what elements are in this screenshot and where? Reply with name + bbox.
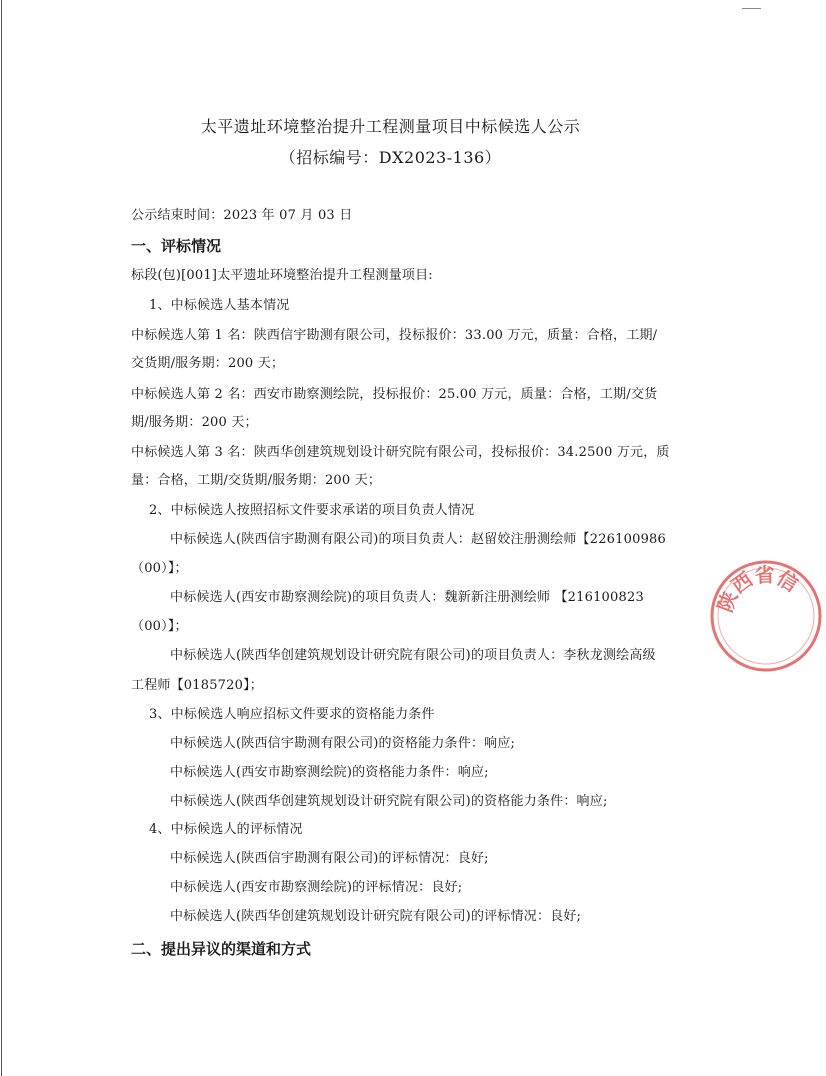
section-heading-objection: 二、提出异议的渠道和方式 [131,940,312,958]
qualification-2: 中标候选人(西安市勘察测绘院)的资格能力条件：响应; [170,765,489,780]
evaluation-3: 中标候选人(陕西华创建筑规划设计研究院有限公司)的评标情况：良好; [170,909,582,924]
subheading-evaluation-result: 4、中标候选人的评标情况 [149,822,303,837]
project-manager-1-line2: （00）】； [131,561,188,576]
candidate-3-line2: 量：合格，工期/交货期/服务期：200 天； [131,473,382,488]
qualification-1: 中标候选人(陕西信宇勘测有限公司)的资格能力条件：响应; [170,736,516,751]
red-seal-stamp [706,556,826,676]
project-manager-2-line2: （00）】； [131,619,188,634]
section-heading-evaluation: 一、评标情况 [131,237,222,255]
stamp-arc-text: 陕西省信 [712,562,803,616]
project-manager-2-line1: 中标候选人(西安市勘察测绘院)的项目负责人：魏新新注册测绘师 【216100823 [170,590,644,605]
candidate-2-line2: 期/服务期：200 天； [131,415,258,430]
candidate-2-line1: 中标候选人第 2 名：西安市勘察测绘院，投标报价：25.00 万元，质量：合格，工期/交货 [131,387,658,402]
evaluation-1: 中标候选人(陕西信宇勘测有限公司)的评标情况：良好; [170,851,489,866]
document-title: 太平遗址环境整治提升工程测量项目中标候选人公示 [200,117,581,136]
evaluation-2: 中标候选人(西安市勘察测绘院)的评标情况：良好; [170,880,463,895]
qualification-3: 中标候选人(陕西华创建筑规划设计研究院有限公司)的资格能力条件：响应; [170,794,608,809]
candidate-1-line2: 交货期/服务期：200 天； [131,356,285,371]
project-manager-3-line2: 工程师【0185720】； [131,678,263,693]
project-manager-3-line1: 中标候选人(陕西华创建筑规划设计研究院有限公司)的项目负责人：李秋龙测绘高级 [170,648,656,663]
candidate-1-line1: 中标候选人第 1 名：陕西信宇勘测有限公司，投标报价：33.00 万元，质量：合格，工期/ [131,328,658,343]
candidate-3-line1: 中标候选人第 3 名：陕西华创建筑规划设计研究院有限公司，投标报价：34.2500 万元，质 [131,445,670,460]
subheading-basic-info: 1、中标候选人基本情况 [149,298,290,313]
subheading-qualification: 3、中标候选人响应招标文件要求的资格能力条件 [149,707,435,722]
project-manager-1-line1: 中标候选人(陕西信宇勘测有限公司)的项目负责人：赵留姣注册测绘师【226100986 [170,532,666,547]
subheading-project-manager: 2、中标候选人按照招标文件要求承诺的项目负责人情况 [149,503,475,518]
lot-description: 标段(包)[001]太平遗址环境整治提升工程测量项目: [131,268,433,283]
announcement-end-time: 公示结束时间：2023 年 07 月 03 日 [131,208,353,223]
bid-number: （招标编号：DX2023-136） [279,148,502,167]
